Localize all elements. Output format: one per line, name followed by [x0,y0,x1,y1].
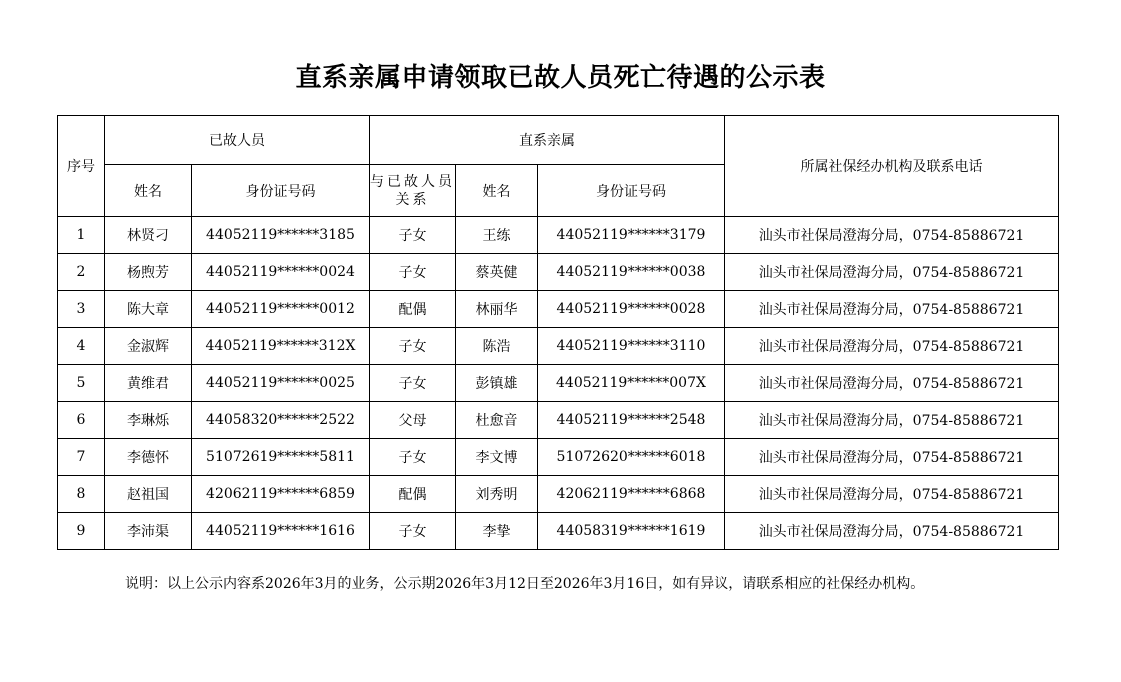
cell-deceased-name: 金淑辉 [105,328,192,365]
table-body [58,217,1059,550]
notice-table [57,115,1059,550]
table-row [58,513,1059,550]
cell-seq: 7 [58,439,105,476]
cell-deceased-id: 44052119******0012 [192,291,370,328]
cell-relation: 配偶 [370,291,456,328]
cell-relation: 子女 [370,513,456,550]
header-seq: 序号 [58,116,105,217]
cell-relative-name: 刘秀明 [456,476,538,513]
cell-agency: 汕头市社保局澄海分局，0754-85886721 [725,402,1059,439]
cell-relation: 子女 [370,217,456,254]
footnote: 说明：以上公示内容系2026年3月的业务，公示期2026年3月12日至2026年3月16日，如有异议，请联系相应的社保经办机构。 [125,576,925,592]
cell-relative-id: 44052119******0038 [538,254,725,291]
cell-deceased-name: 赵祖国 [105,476,192,513]
cell-deceased-id: 44058320******2522 [192,402,370,439]
cell-relative-name: 杜愈音 [456,402,538,439]
cell-relative-id: 44052119******2548 [538,402,725,439]
cell-deceased-name: 李德怀 [105,439,192,476]
cell-deceased-id: 44052119******0024 [192,254,370,291]
cell-relative-name: 李文博 [456,439,538,476]
cell-relation: 子女 [370,365,456,402]
cell-deceased-id: 44052119******3185 [192,217,370,254]
header-agency: 所属社保经办机构及联系电话 [725,116,1059,217]
header-deceased-name: 姓名 [105,165,192,217]
table-row [58,476,1059,513]
cell-relative-name: 彭镇雄 [456,365,538,402]
cell-seq: 5 [58,365,105,402]
cell-deceased-name: 李琳烁 [105,402,192,439]
header-relatives-group: 直系亲属 [370,116,725,165]
cell-agency: 汕头市社保局澄海分局，0754-85886721 [725,439,1059,476]
cell-seq: 1 [58,217,105,254]
cell-agency: 汕头市社保局澄海分局，0754-85886721 [725,217,1059,254]
cell-relation: 父母 [370,402,456,439]
cell-relative-name: 李挚 [456,513,538,550]
cell-relative-id: 44052119******3110 [538,328,725,365]
page-title: 直系亲属申请领取已故人员死亡待遇的公示表 [295,63,826,93]
cell-agency: 汕头市社保局澄海分局，0754-85886721 [725,513,1059,550]
cell-deceased-id: 44052119******0025 [192,365,370,402]
cell-agency: 汕头市社保局澄海分局，0754-85886721 [725,254,1059,291]
header-relative-id: 身份证号码 [538,165,725,217]
cell-seq: 6 [58,402,105,439]
table-row [58,365,1059,402]
table-row [58,439,1059,476]
cell-deceased-id: 42062119******6859 [192,476,370,513]
cell-agency: 汕头市社保局澄海分局，0754-85886721 [725,476,1059,513]
cell-relation: 子女 [370,328,456,365]
cell-relative-id: 42062119******6868 [538,476,725,513]
header-relation: 与已故人员关系 [370,165,456,217]
cell-agency: 汕头市社保局澄海分局，0754-85886721 [725,328,1059,365]
cell-seq: 4 [58,328,105,365]
cell-relative-id: 44052119******3179 [538,217,725,254]
cell-seq: 8 [58,476,105,513]
cell-relative-name: 林丽华 [456,291,538,328]
cell-relation: 子女 [370,254,456,291]
cell-relative-name: 王练 [456,217,538,254]
header-deceased-id: 身份证号码 [192,165,370,217]
cell-deceased-name: 黄维君 [105,365,192,402]
cell-relative-name: 蔡英健 [456,254,538,291]
table-row [58,328,1059,365]
cell-deceased-id: 51072619******5811 [192,439,370,476]
cell-relative-id: 44052119******007X [538,365,725,402]
cell-relation: 子女 [370,439,456,476]
cell-seq: 2 [58,254,105,291]
table-row [58,217,1059,254]
cell-deceased-name: 林贤刁 [105,217,192,254]
cell-deceased-name: 杨煦芳 [105,254,192,291]
cell-relation: 配偶 [370,476,456,513]
cell-deceased-id: 44052119******1616 [192,513,370,550]
cell-relative-id: 51072620******6018 [538,439,725,476]
cell-seq: 3 [58,291,105,328]
header-relative-name: 姓名 [456,165,538,217]
cell-deceased-name: 陈大章 [105,291,192,328]
header-deceased-group: 已故人员 [105,116,370,165]
cell-deceased-name: 李沛渠 [105,513,192,550]
table-row [58,291,1059,328]
cell-relative-name: 陈浩 [456,328,538,365]
table-row [58,402,1059,439]
cell-relative-id: 44052119******0028 [538,291,725,328]
table-row [58,254,1059,291]
cell-deceased-id: 44052119******312X [192,328,370,365]
cell-relative-id: 44058319******1619 [538,513,725,550]
cell-agency: 汕头市社保局澄海分局，0754-85886721 [725,365,1059,402]
cell-agency: 汕头市社保局澄海分局，0754-85886721 [725,291,1059,328]
cell-seq: 9 [58,513,105,550]
